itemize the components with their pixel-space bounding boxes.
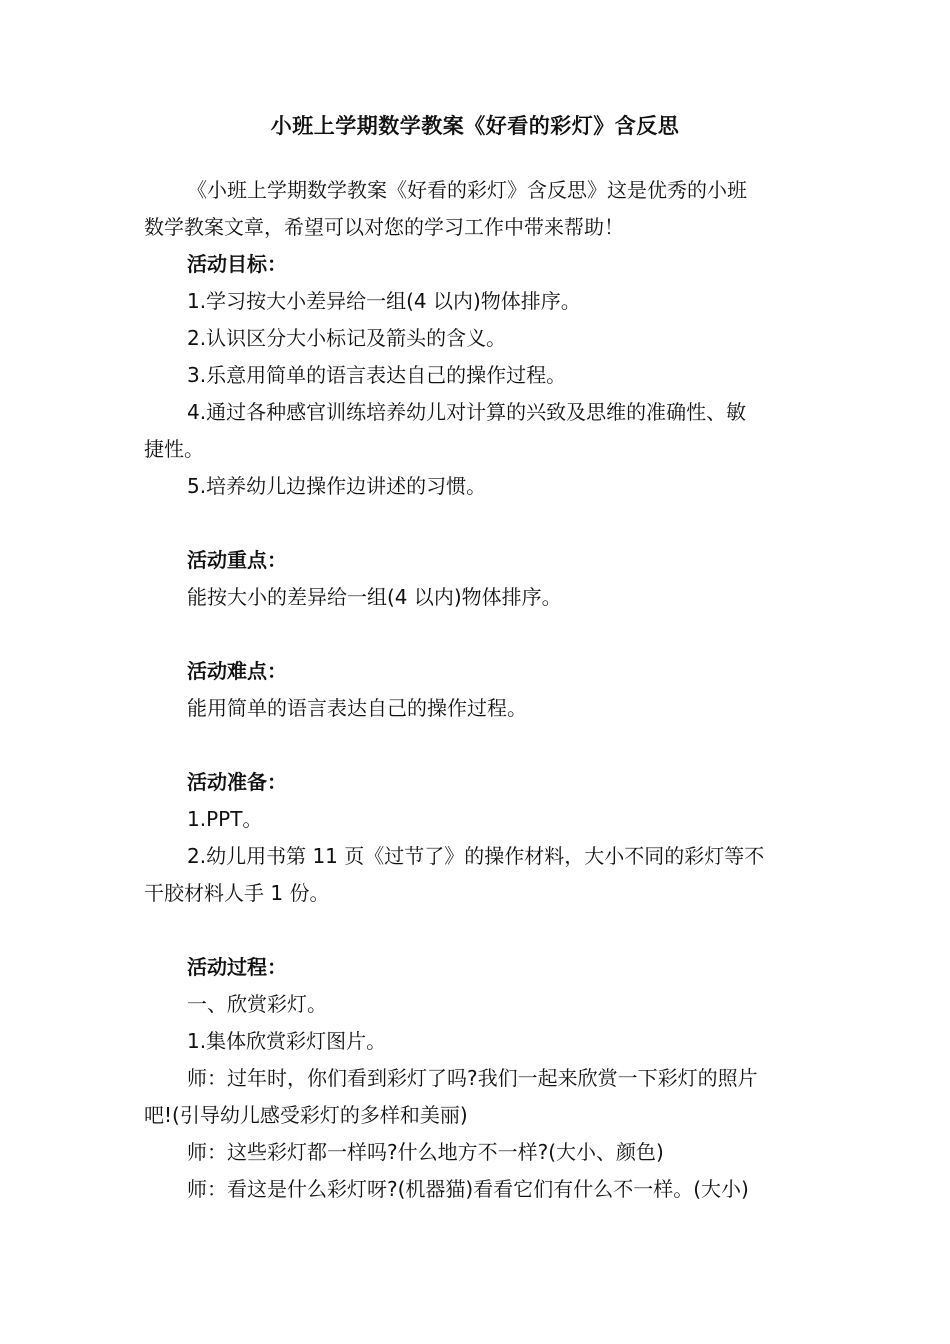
- key-point-heading: 活动重点：: [187, 548, 287, 572]
- preparation-item-2-line-2: 干胶材料人手 1 份。: [144, 881, 330, 905]
- goal-item-3: 3.乐意用简单的语言表达自己的操作过程。: [187, 363, 567, 387]
- preparation-item-1: 1.PPT。: [187, 807, 263, 831]
- preparation-heading: 活动准备：: [187, 770, 287, 794]
- process-step-1: 1.集体欣赏彩灯图片。: [187, 1029, 387, 1053]
- intro-line-2: 数学教案文章，希望可以对您的学习工作中带来帮助！: [144, 215, 624, 239]
- goal-item-2: 2.认识区分大小标记及箭头的含义。: [187, 326, 507, 350]
- preparation-item-2-line-1: 2.幼儿用书第 11 页《过节了》的操作材料，大小不同的彩灯等不: [187, 844, 765, 868]
- goal-item-1: 1.学习按大小差异给一组(4 以内)物体排序。: [187, 289, 581, 313]
- goal-item-4-line-2: 捷性。: [144, 437, 204, 461]
- goal-item-5: 5.培养幼儿边操作边讲述的习惯。: [187, 474, 487, 498]
- goals-heading: 活动目标：: [187, 252, 287, 276]
- document-title: 小班上学期数学教案《好看的彩灯》含反思: [270, 114, 680, 138]
- intro-line-1: 《小班上学期数学教案《好看的彩灯》含反思》这是优秀的小班: [187, 178, 747, 202]
- goal-item-4-line-1: 4.通过各种感官训练培养幼儿对计算的兴致及思维的准确性、敏: [187, 400, 747, 424]
- process-heading: 活动过程：: [187, 955, 287, 979]
- process-dialog-3: 师：看这是什么彩灯呀?(机器猫)看看它们有什么不一样。(大小): [187, 1177, 749, 1201]
- key-point-text: 能按大小的差异给一组(4 以内)物体排序。: [187, 585, 562, 609]
- process-dialog-2: 师：这些彩灯都一样吗?什么地方不一样?(大小、颜色): [187, 1140, 664, 1164]
- process-dialog-1-line-1: 师：过年时，你们看到彩灯了吗?我们一起来欣赏一下彩灯的照片: [187, 1066, 758, 1090]
- process-dialog-1-line-2: 吧!(引导幼儿感受彩灯的多样和美丽): [144, 1103, 468, 1127]
- process-section-1: 一、欣赏彩灯。: [187, 992, 327, 1016]
- difficulty-heading: 活动难点：: [187, 659, 287, 683]
- difficulty-text: 能用简单的语言表达自己的操作过程。: [187, 696, 527, 720]
